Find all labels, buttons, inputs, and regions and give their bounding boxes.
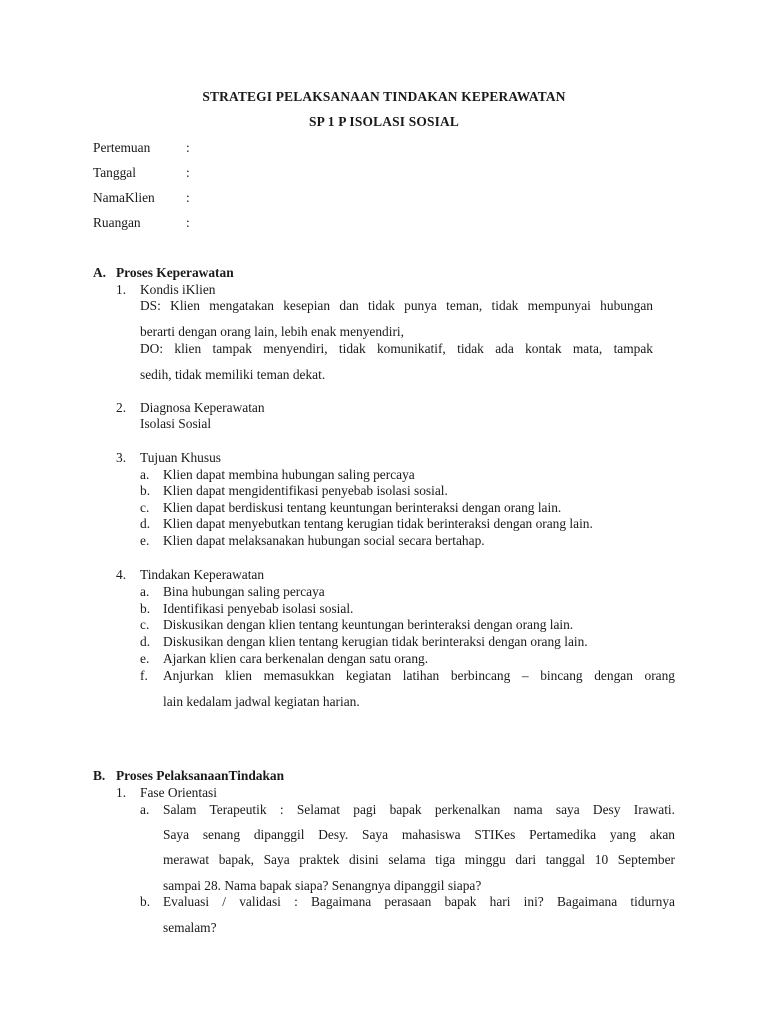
list-letter: e. [140,651,150,666]
list-item-text: Klien dapat melaksanakan hubungan social secara bertahap. [163,533,485,548]
list-letter: d. [140,634,151,649]
section-title: Proses Keperawatan [116,265,234,280]
item-title: Tujuan Khusus [140,450,221,465]
list-letter: c. [140,500,150,515]
item-title: Tindakan Keperawatan [140,567,265,582]
document-subtitle: SP 1 P ISOLASI SOSIAL [308,114,460,129]
info-label-tanggal: Tanggal [93,165,136,180]
item-number: 1. [116,785,127,800]
info-colon: : [186,215,190,230]
list-item-text: Klien dapat menyebutkan tentang kerugian tidak berinteraksi dengan orang lain. [163,516,593,531]
info-colon: : [186,140,190,155]
list-item-text: Klien dapat berdiskusi tentang keuntungan berinteraksi dengan orang lain. [163,500,562,515]
list-letter: e. [140,533,150,548]
list-item-text: Identifikasi penyebab isolasi sosial. [163,601,354,616]
section-title: Proses PelaksanaanTindakan [116,768,285,783]
item-number: 1. [116,282,127,297]
list-letter: f. [140,668,148,683]
list-letter: a. [140,584,150,599]
paragraph-line: Saya senang dipanggil Desy. Saya mahasiswa STIKes Pertamedika yang akan [163,827,675,842]
document-title: STRATEGI PELAKSANAAN TINDAKAN KEPERAWATAN [202,89,566,104]
info-label-ruangan: Ruangan [93,215,141,230]
section-marker: A. [93,265,107,280]
list-letter: b. [140,894,151,909]
item-number: 3. [116,450,127,465]
item-title: Diagnosa Keperawatan [140,400,265,415]
paragraph-line: semalam? [163,920,217,935]
paragraph-line: Evaluasi / validasi : Bagaimana perasaan bapak hari ini? Bagaimana tidurnya [163,894,675,909]
info-colon: : [186,190,190,205]
section-marker: B. [93,768,106,783]
list-letter: b. [140,483,151,498]
paragraph-line: Salam Terapeutik : Selamat pagi bapak perkenalkan nama saya Desy Irawati. [163,802,675,817]
info-colon: : [186,165,190,180]
list-item-text: Bina hubungan saling percaya [163,584,325,599]
paragraph-line: sedih, tidak memiliki teman dekat. [140,367,326,382]
list-letter: a. [140,802,150,817]
paragraph-line: Isolasi Sosial [140,416,212,431]
list-item-text: Klien dapat mengidentifikasi penyebab isolasi sosial. [163,483,448,498]
paragraph-line: sampai 28. Nama bapak siapa? Senangnya dipanggil siapa? [163,878,482,893]
paragraph-line: DS: Klien mengatakan kesepian dan tidak punya teman, tidak mempunyai hubungan [140,298,653,313]
list-item-continuation: lain kedalam jadwal kegiatan harian. [163,694,360,709]
list-item-text: Klien dapat membina hubungan saling percaya [163,467,415,482]
list-letter: d. [140,516,151,531]
item-title: Kondis iKlien [140,282,216,297]
paragraph-line: berarti dengan orang lain, lebih enak menyendiri, [140,324,404,339]
list-letter: b. [140,601,151,616]
info-label-nama-klien: NamaKlien [93,190,155,205]
list-item-text: Ajarkan klien cara berkenalan dengan satu orang. [163,651,429,666]
item-number: 4. [116,567,127,582]
list-item-text: Diskusikan dengan klien tentang keuntungan berinteraksi dengan orang lain. [163,617,574,632]
list-item-text: Anjurkan klien memasukkan kegiatan latihan berbincang – bincang dengan orang [163,668,675,683]
paragraph-line: DO: klien tampak menyendiri, tidak komunikatif, tidak ada kontak mata, tampak [140,341,653,356]
paragraph-line: merawat bapak, Saya praktek disini selama tiga minggu dari tanggal 10 September [163,852,675,867]
list-letter: a. [140,467,150,482]
list-letter: c. [140,617,150,632]
info-label-pertemuan: Pertemuan [93,140,151,155]
list-item-text: Diskusikan dengan klien tentang kerugian tidak berinteraksi dengan orang lain. [163,634,588,649]
item-title: Fase Orientasi [140,785,217,800]
item-number: 2. [116,400,127,415]
